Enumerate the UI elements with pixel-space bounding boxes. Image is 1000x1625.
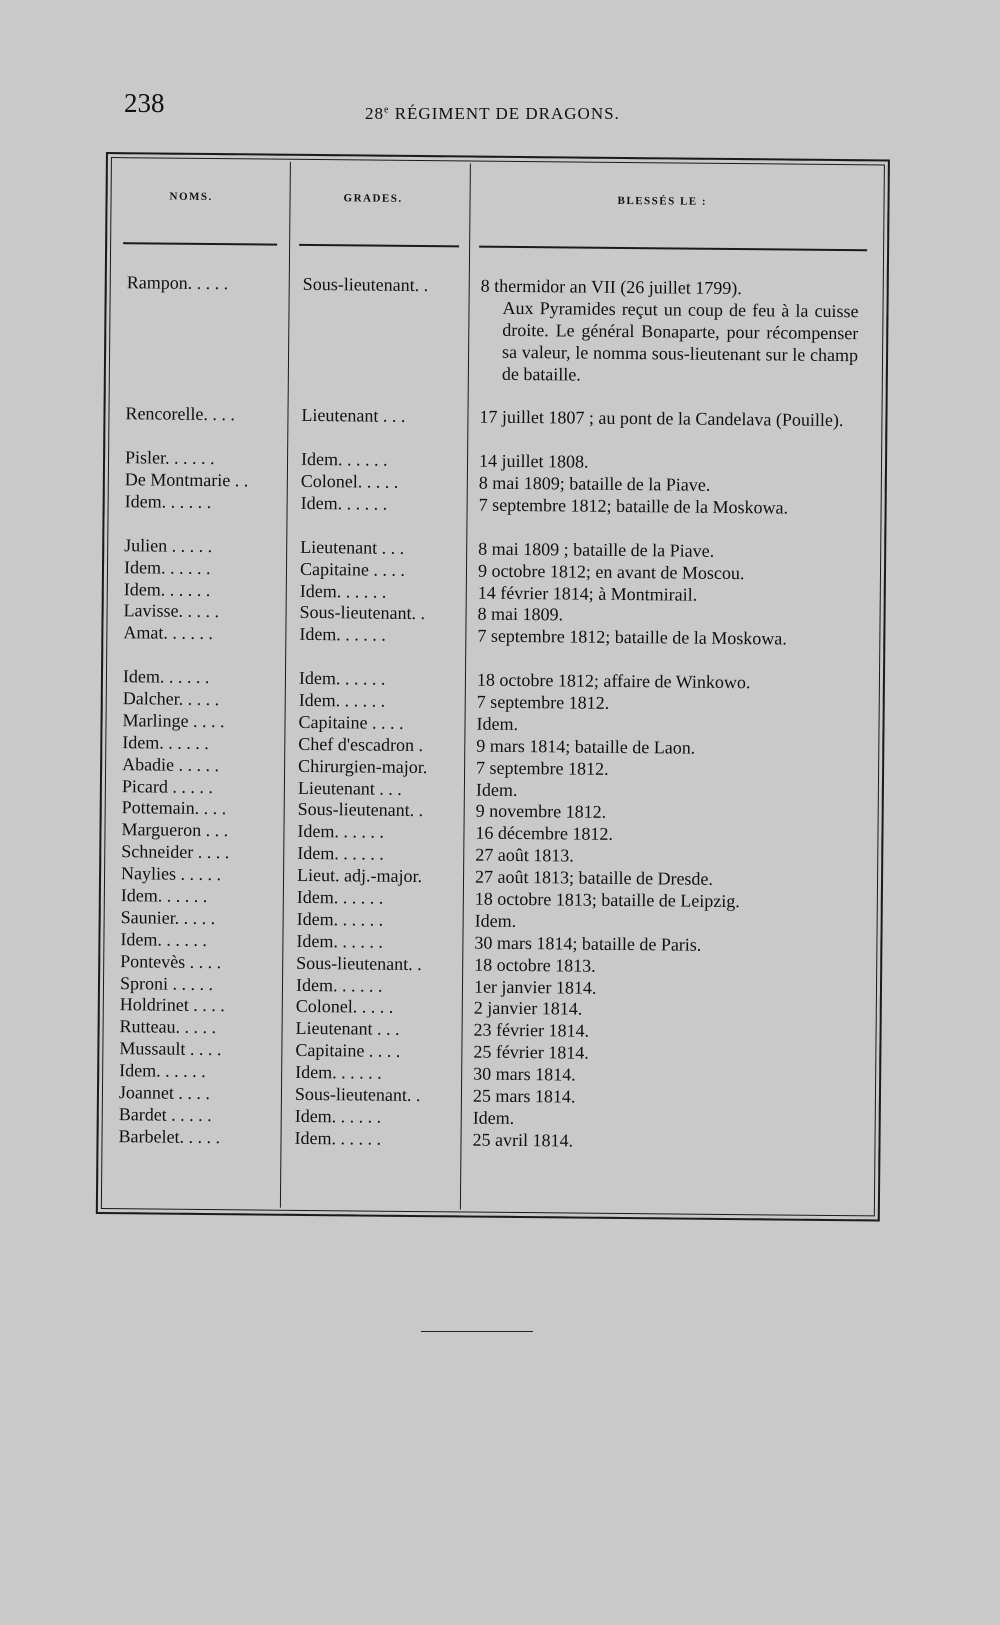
grade-cell-text: Sous-lieutenant. .: [297, 799, 424, 821]
names-column: [118, 272, 286, 1149]
wounded-cell-text: 23 février 1814.: [473, 1019, 590, 1042]
grade-cell: [294, 1128, 464, 1152]
grade-cell: [300, 580, 470, 604]
grade-cell: [295, 1084, 465, 1108]
name-cell-text: Idem. . . . . .: [124, 491, 212, 512]
name-cell-text: Pottemain. . . .: [121, 797, 227, 819]
header-wounded: BLESSÉS LE :: [617, 194, 708, 208]
grade-cell-text: Colonel. . . . .: [300, 470, 399, 492]
name-cell-text: Marlinge . . . .: [122, 710, 225, 732]
grade-cell: [295, 1040, 465, 1064]
grade-cell-text: Idem. . . . . .: [297, 821, 385, 843]
wounded-cell-text: 9 novembre 1812.: [475, 801, 607, 823]
name-cell: [121, 907, 281, 930]
name-cell-text: Barbelet. . . . .: [118, 1125, 221, 1147]
name-cell: [122, 710, 282, 733]
wounded-cell: [472, 1129, 850, 1155]
grade-cell-text: Idem. . . . . .: [298, 689, 386, 711]
wounded-cell-text: 18 octobre 1813.: [474, 954, 596, 976]
name-cell-text: Idem. . . . . .: [120, 928, 208, 950]
wounded-cell-text: 30 mars 1814.: [473, 1063, 576, 1085]
name-cell-text: Picard . . . . .: [121, 775, 213, 797]
name-cell-text: Sproni . . . . .: [119, 972, 214, 994]
wounded-cell-text: 27 août 1813.: [475, 844, 574, 866]
wounded-cell-text: 7 septembre 1812.: [476, 691, 610, 713]
wounded-cell-text: 25 avril 1814.: [472, 1129, 574, 1151]
name-cell: [118, 1126, 278, 1149]
grade-cell-text: Idem. . . . . .: [294, 1127, 382, 1149]
name-cell: [122, 798, 282, 821]
name-cell-text: Dalcher. . . . .: [122, 688, 220, 710]
wounded-cell: [477, 692, 855, 718]
header-rule: [299, 244, 459, 248]
name-cell: [119, 1038, 279, 1061]
name-cell-text: Pisler. . . . . .: [124, 447, 215, 469]
wounded-cell-text: 30 mars 1814; bataille de Paris.: [474, 932, 702, 955]
grade-cell-text: Capitaine . . . .: [298, 711, 404, 733]
grades-column: [294, 274, 472, 1151]
grade-cell-text: Sous-lieutenant. .: [296, 952, 422, 974]
name-cell: [123, 666, 283, 689]
header-rule: [479, 246, 867, 252]
grade-cell: [299, 602, 469, 626]
end-rule: [421, 1331, 533, 1332]
name-cell-text: Bardet . . . . .: [118, 1104, 212, 1125]
name-cell-text: Idem. . . . . .: [120, 885, 208, 907]
running-head-title: RÉGIMENT DE DRAGONS.: [394, 104, 620, 123]
grade-cell-text: Lieutenant . . .: [295, 1018, 400, 1040]
name-cell: [125, 404, 285, 449]
grade-cell: [301, 471, 471, 495]
name-cell: [123, 688, 283, 711]
wounded-cell-text: 8 thermidor an VII (26 juillet 1799).: [480, 275, 742, 299]
running-head-num: 28: [365, 104, 384, 123]
wounded-cell-text: 8 mai 1809; bataille de la Piave.: [478, 472, 711, 495]
name-cell-text: Abadie . . . . .: [122, 753, 220, 775]
wounded-cell-text: 25 mars 1814.: [472, 1085, 576, 1107]
grade-cell: [296, 974, 466, 998]
wounded-cell-text: 17 juillet 1807 ; au pont de la Candelava (Pouille).: [479, 406, 844, 431]
name-cell: [120, 929, 280, 952]
name-cell: [119, 1104, 279, 1127]
name-cell-text: Idem. . . . . .: [122, 666, 210, 688]
grade-cell-text: Idem. . . . . .: [299, 624, 386, 646]
name-cell: [120, 951, 280, 974]
grade-cell: [300, 537, 470, 561]
grade-cell-text: Idem. . . . . .: [295, 974, 383, 996]
grade-cell: [302, 274, 473, 407]
grade-cell-text: Idem. . . . . .: [297, 843, 384, 864]
name-cell: [121, 841, 281, 864]
name-cell-text: Lavisse. . . . .: [123, 600, 220, 622]
running-head-sup: e: [384, 104, 390, 116]
grade-cell: [298, 756, 468, 780]
casualty-table: [96, 152, 890, 1221]
name-cell-text: Rampon. . . . .: [126, 272, 229, 294]
grade-cell: [298, 799, 468, 823]
name-cell: [122, 754, 282, 777]
grade-cell-text: Sous-lieutenant. .: [299, 602, 426, 624]
grade-cell-text: Chirurgien-major.: [298, 755, 428, 777]
name-cell-text: Idem. . . . . .: [122, 731, 209, 753]
wounded-cell-text: 8 mai 1809.: [477, 604, 564, 625]
grade-cell: [295, 1018, 465, 1042]
grade-cell-text: Capitaine . . . .: [295, 1040, 401, 1062]
name-cell-text: Idem. . . . . .: [123, 556, 211, 578]
name-cell: [123, 601, 283, 624]
wounded-cell-text: Idem.: [476, 713, 519, 734]
wounded-cell: [480, 276, 859, 411]
grade-cell-text: Idem. . . . . .: [294, 1105, 382, 1127]
wounded-detail-text: Aux Pyramides reçut un coup de feu à la cuisse droite. Le général Bonaparte, pour récompenser sa valeur, le nomma sous-lieutenant sur le champ de bataille.: [501, 297, 859, 385]
name-cell: [119, 1060, 279, 1083]
wounded-cell-text: 2 janvier 1814.: [473, 998, 583, 1020]
wounded-cell: [479, 407, 857, 454]
grade-cell-text: Idem. . . . . .: [299, 580, 387, 602]
name-cell-text: De Montmarie . .: [124, 469, 249, 491]
name-cell: [122, 732, 282, 755]
name-cell: [125, 447, 285, 470]
grade-cell: [300, 559, 470, 583]
grade-cell-text: Chef d'escadron .: [298, 733, 424, 755]
name-cell: [124, 579, 284, 602]
header-grades: GRADES.: [343, 192, 403, 205]
wounded-cell-text: Idem.: [474, 910, 517, 931]
header-names: NOMS.: [169, 190, 213, 204]
wounded-cell-text: 9 mars 1814; bataille de Laon.: [476, 735, 696, 758]
grade-cell-text: Sous-lieutenant. .: [294, 1083, 421, 1106]
wounded-cell-text: 7 septembre 1812; bataille de la Moskowa.: [477, 625, 787, 649]
grade-cell-text: Lieutenant . . .: [301, 405, 406, 427]
grade-cell-text: Idem. . . . . .: [296, 886, 384, 908]
grade-cell: [300, 493, 470, 538]
name-cell: [124, 535, 284, 558]
grade-cell: [301, 405, 471, 450]
grade-cell-text: Sous-lieutenant. .: [302, 273, 429, 296]
grade-cell: [301, 449, 471, 473]
wounded-cell-text: 25 février 1814.: [473, 1041, 589, 1063]
grade-cell-text: Idem. . . . . .: [296, 930, 384, 952]
name-cell-text: Idem. . . . . .: [123, 578, 211, 600]
page-number: 238: [124, 88, 165, 118]
name-cell: [123, 623, 283, 668]
grade-cell: [295, 1106, 465, 1130]
wounded-cell-text: 27 août 1813; bataille de Dresde.: [474, 866, 714, 890]
name-cell: [119, 1017, 279, 1040]
wounded-cell: [477, 626, 855, 673]
wounded-cell-text: 18 octobre 1813; bataille de Leipzig.: [474, 888, 740, 912]
grade-cell: [297, 843, 467, 867]
name-cell-text: Pontevès . . . .: [120, 950, 222, 972]
wounded-cell-text: 16 décembre 1812.: [475, 822, 614, 845]
wounded-column: [472, 276, 858, 1155]
grade-cell-text: Colonel. . . . .: [295, 996, 394, 1018]
wounded-cell: [473, 1086, 851, 1112]
grade-cell: [298, 734, 468, 758]
name-cell: [122, 776, 282, 799]
name-cell-text: Idem. . . . . .: [119, 1060, 206, 1082]
grade-cell-text: Idem. . . . . .: [298, 668, 386, 689]
grade-cell-text: Lieutenant . . .: [297, 777, 402, 799]
wounded-cell-text: 8 mai 1809 ; bataille de la Piave.: [478, 538, 715, 561]
wounded-cell-text: 14 février 1814; à Montmirail.: [477, 582, 698, 605]
grade-cell: [297, 909, 467, 933]
wounded-cell-text: 1er janvier 1814.: [473, 976, 597, 998]
wounded-cell: [475, 889, 853, 915]
name-cell: [124, 491, 284, 536]
name-cell: [125, 469, 285, 492]
grade-cell: [297, 887, 467, 911]
wounded-cell-text: Idem.: [472, 1107, 515, 1128]
grade-cell-text: Capitaine . . . .: [299, 558, 406, 580]
wounded-cell: [476, 757, 854, 783]
running-head: [365, 104, 620, 124]
wounded-cell: [478, 495, 856, 542]
grade-cell-text: Lieut. adj.-major.: [296, 865, 423, 887]
grade-cell-text: Idem. . . . . .: [300, 492, 388, 514]
name-cell-text: Naylies . . . . .: [120, 863, 222, 885]
grade-cell: [297, 865, 467, 889]
grade-cell-text: Lieutenant . . .: [300, 536, 405, 558]
name-cell: [121, 863, 281, 886]
name-cell: [121, 885, 281, 908]
grade-cell-text: Idem. . . . . .: [295, 1062, 382, 1083]
name-cell-text: Rencorelle. . . .: [125, 403, 236, 425]
name-cell-text: Schneider . . . .: [121, 841, 230, 863]
grade-cell-text: Idem. . . . . .: [300, 449, 388, 470]
wounded-cell-text: Idem.: [475, 779, 518, 800]
grade-cell: [298, 777, 468, 801]
grade-cell: [299, 624, 469, 669]
name-cell: [120, 995, 280, 1018]
name-cell-text: Saunier. . . . .: [120, 907, 216, 929]
name-cell-text: Joannet . . . .: [118, 1082, 211, 1104]
wounded-cell-text: 7 septembre 1812.: [476, 757, 609, 779]
name-cell: [119, 1082, 279, 1105]
wounded-cell-text: 18 octobre 1812; affaire de Winkowo.: [476, 669, 751, 693]
grade-cell: [299, 668, 469, 692]
wounded-cell-text: 9 octobre 1812; en avant de Moscou.: [477, 560, 745, 583]
name-cell: [124, 557, 284, 580]
grade-cell: [299, 690, 469, 714]
name-cell-text: Margueron . . .: [121, 819, 229, 841]
name-cell-text: Rutteau. . . . .: [119, 1016, 217, 1038]
grade-cell-text: Idem. . . . . .: [296, 908, 384, 930]
wounded-cell-text: 14 juillet 1808.: [478, 450, 589, 472]
name-cell: [121, 820, 281, 843]
grade-cell: [296, 953, 466, 977]
name-cell-text: Amat. . . . . .: [123, 622, 213, 644]
grade-cell: [298, 712, 468, 736]
grade-cell: [295, 1062, 465, 1086]
grade-cell: [296, 996, 466, 1020]
header-rule: [123, 242, 277, 245]
name-cell-text: Julien . . . . .: [124, 534, 213, 556]
name-cell-text: Holdrinet . . . .: [119, 994, 225, 1016]
grade-cell: [297, 821, 467, 845]
grade-cell: [296, 931, 466, 955]
name-cell-text: Mussault . . . .: [119, 1038, 222, 1060]
wounded-cell-text: 7 septembre 1812; bataille de la Moskowa.: [478, 494, 789, 518]
name-cell: [120, 973, 280, 996]
name-cell: [126, 272, 287, 405]
